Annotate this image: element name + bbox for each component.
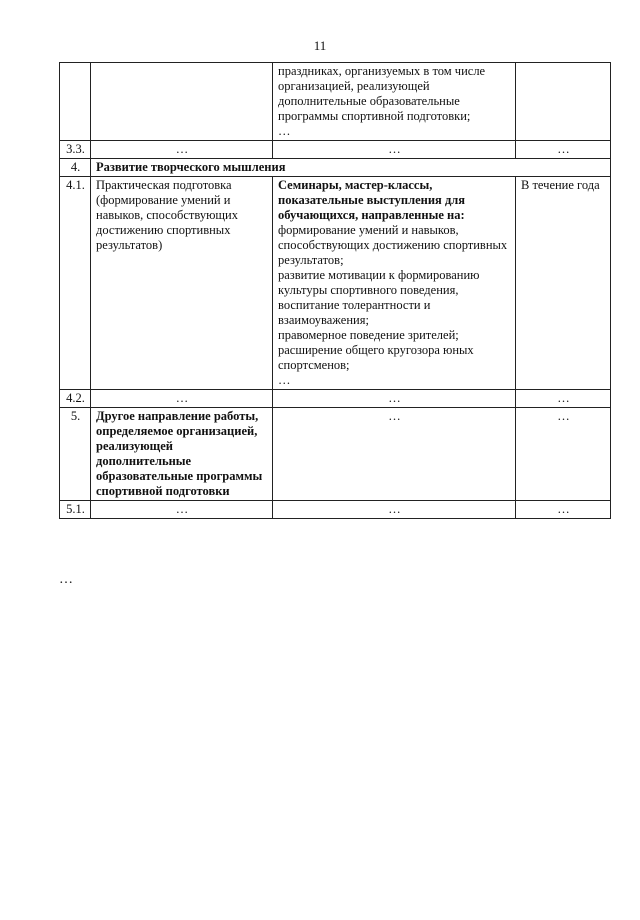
content-line: праздниках, организуемых в том числе xyxy=(278,64,486,78)
table-row xyxy=(60,177,611,390)
row-number: 4.2. xyxy=(60,390,91,408)
page-number: 11 xyxy=(313,38,327,53)
row-name: … xyxy=(91,141,273,159)
row-deadline: В течение года xyxy=(516,177,611,390)
row-deadline: … xyxy=(516,408,611,501)
row-content xyxy=(273,177,516,390)
row-number: 4. xyxy=(60,159,91,177)
table-row xyxy=(60,390,611,408)
row-name: Другое направление работы, определяемое организацией, реализующей дополнительные образовательные программы спортивной подготовки xyxy=(91,408,273,501)
content-line: дополнительные образовательные xyxy=(278,94,460,108)
plan-table xyxy=(59,62,611,519)
row-number: 5.1. xyxy=(60,501,91,519)
row-content: … xyxy=(273,141,516,159)
row-number xyxy=(60,63,91,141)
row-content xyxy=(273,63,516,141)
trailing-ellipsis: … xyxy=(59,572,74,587)
row-name: … xyxy=(91,501,273,519)
row-deadline: … xyxy=(516,390,611,408)
section-row xyxy=(60,159,611,177)
content-heading: Семинары, мастер-классы, показательные выступления для обучающихся, направленные на: xyxy=(278,178,466,222)
content-line: правомерное поведение зрителей; xyxy=(278,328,459,342)
row-content: … xyxy=(273,501,516,519)
table-row xyxy=(60,63,611,141)
row-name xyxy=(91,63,273,141)
row-number: 3.3. xyxy=(60,141,91,159)
content-line: расширение общего кругозора юных спортсменов; xyxy=(278,343,474,372)
row-deadline: … xyxy=(516,141,611,159)
row-number: 5. xyxy=(60,408,91,501)
row-name: Практическая подготовка (формирование умений и навыков, способствующих достижению спортивных результатов) xyxy=(91,177,273,390)
content-line: программы спортивной подготовки; xyxy=(278,109,471,123)
row-content: … xyxy=(273,390,516,408)
content-line: … xyxy=(278,373,291,387)
table-row xyxy=(60,501,611,519)
row-deadline: … xyxy=(516,501,611,519)
table-row xyxy=(60,141,611,159)
content-line: … xyxy=(278,124,291,138)
row-deadline xyxy=(516,63,611,141)
row-content: … xyxy=(273,408,516,501)
section-title: Развитие творческого мышления xyxy=(91,159,611,177)
content-line: организацией, реализующей xyxy=(278,79,430,93)
row-number: 4.1. xyxy=(60,177,91,390)
table-row xyxy=(60,408,611,501)
content-line: развитие мотивации к формированию культуры спортивного поведения, воспитание толерантности и взаимоуважения; xyxy=(278,268,480,327)
content-line: формирование умений и навыков, способствующих достижению спортивных результатов; xyxy=(278,223,508,267)
row-name: … xyxy=(91,390,273,408)
